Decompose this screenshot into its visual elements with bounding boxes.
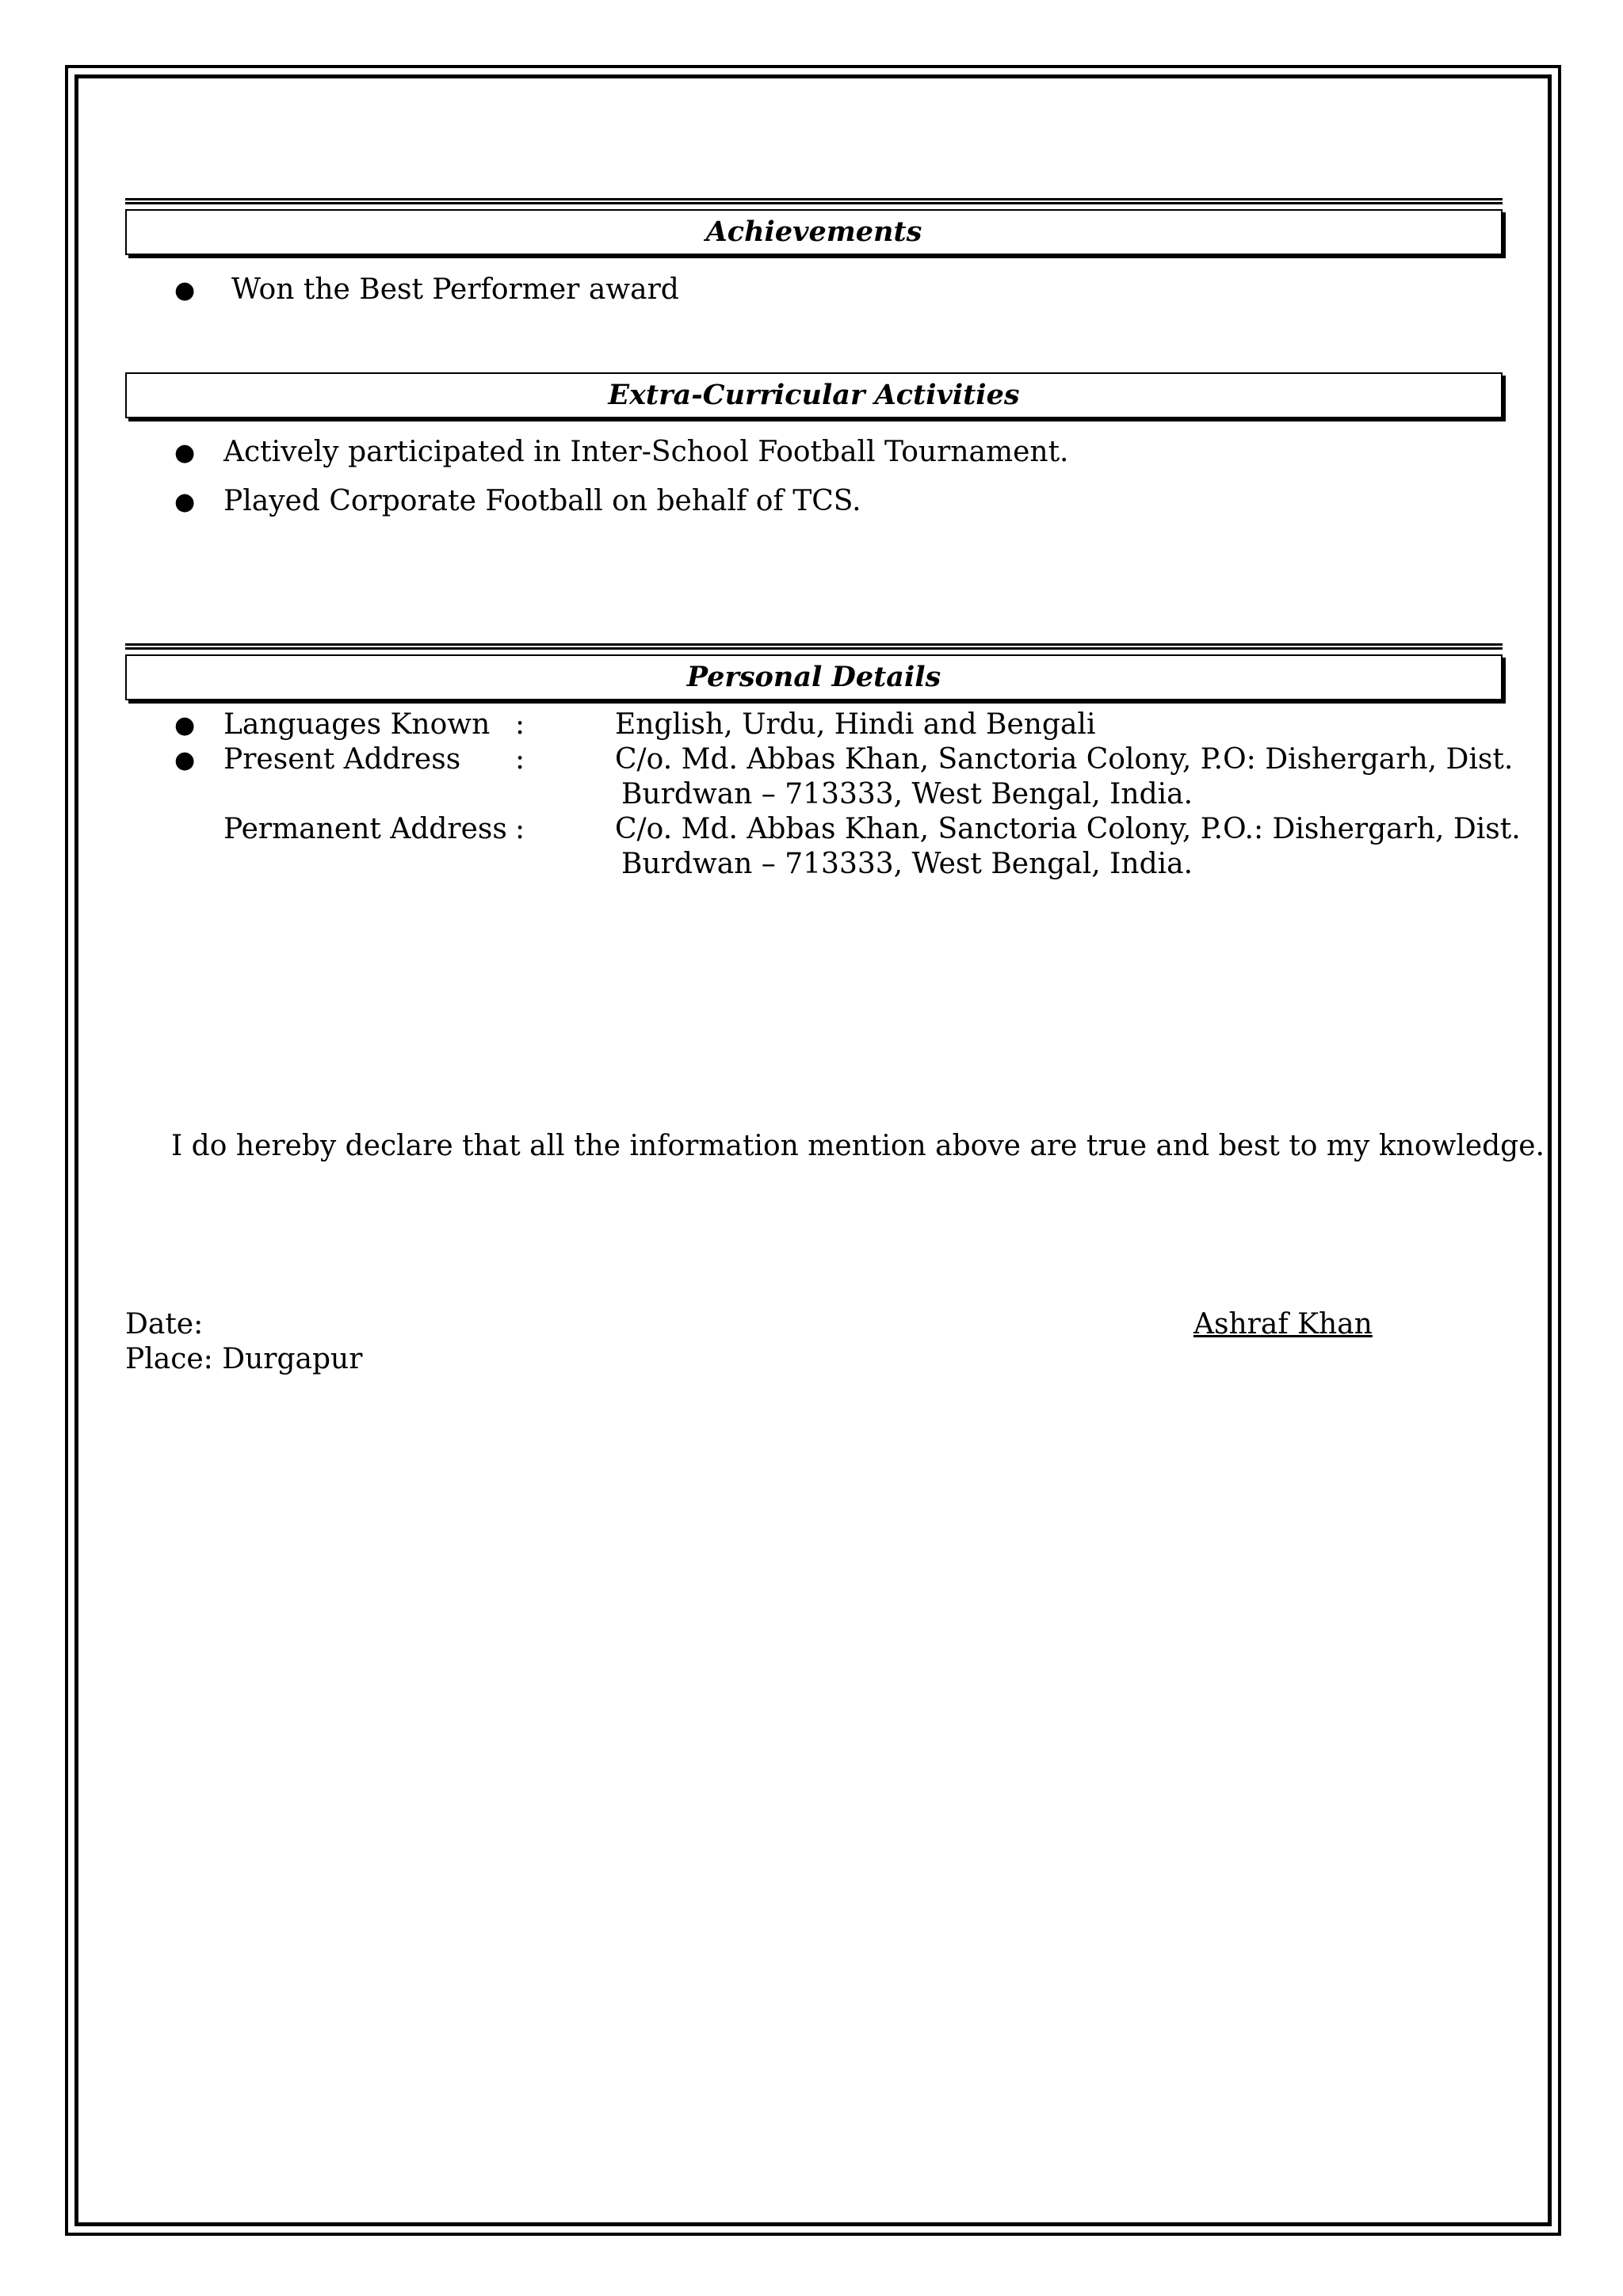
detail-value-cont: Burdwan – 713333, West Bengal, India. bbox=[621, 778, 1193, 810]
detail-separator: : bbox=[515, 743, 525, 776]
extra-curricular-header: Extra-Curricular Activities bbox=[125, 372, 1503, 418]
detail-value: C/o. Md. Abbas Khan, Sanctoria Colony, P.O: Dishergarh, Dist. bbox=[615, 743, 1514, 776]
bullet-icon: ● bbox=[174, 439, 196, 467]
date-label: Date: bbox=[125, 1308, 204, 1341]
declaration-text: I do hereby declare that all the information mention above are true and best to my knowledge. bbox=[171, 1130, 1545, 1162]
detail-separator: : bbox=[515, 708, 525, 741]
place-label: Place: Durgapur bbox=[125, 1343, 363, 1375]
bullet-icon: ● bbox=[174, 746, 196, 774]
section-rule bbox=[125, 198, 1503, 204]
detail-value: C/o. Md. Abbas Khan, Sanctoria Colony, P.O.: Dishergarh, Dist. bbox=[615, 813, 1521, 845]
bullet-icon: ● bbox=[174, 277, 196, 304]
detail-value-cont: Burdwan – 713333, West Bengal, India. bbox=[621, 848, 1193, 880]
achievement-item: Won the Best Performer award bbox=[231, 273, 679, 306]
bullet-icon: ● bbox=[174, 488, 196, 516]
activity-item: Actively participated in Inter-School Football Tournament. bbox=[223, 436, 1069, 468]
section-rule bbox=[125, 643, 1503, 650]
detail-label: Languages Known bbox=[223, 708, 491, 741]
bullet-icon: ● bbox=[174, 711, 196, 739]
detail-label: Permanent Address bbox=[223, 813, 507, 845]
detail-value: English, Urdu, Hindi and Bengali bbox=[615, 708, 1096, 741]
detail-separator: : bbox=[515, 813, 525, 845]
personal-details-header: Personal Details bbox=[125, 654, 1503, 700]
activity-item: Played Corporate Football on behalf of TCS. bbox=[223, 485, 861, 517]
detail-label: Present Address bbox=[223, 743, 461, 776]
signature-name: Ashraf Khan bbox=[1193, 1308, 1373, 1341]
achievements-header: Achievements bbox=[125, 209, 1503, 255]
